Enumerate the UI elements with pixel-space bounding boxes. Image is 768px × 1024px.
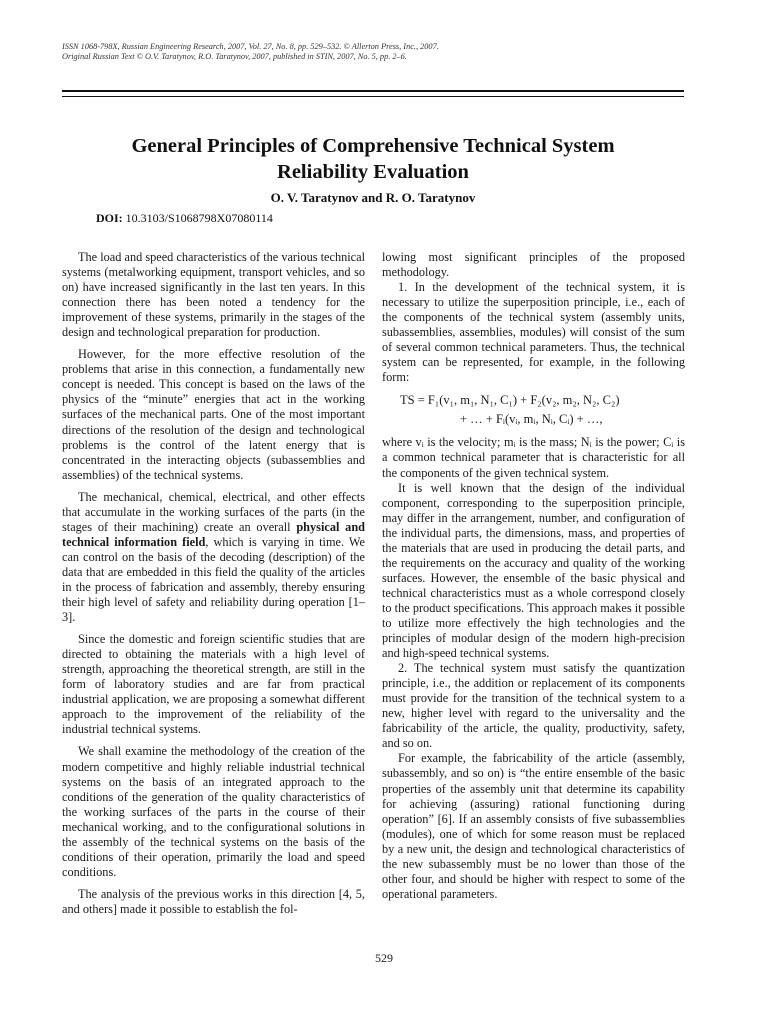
journal-header (62, 42, 702, 62)
paragraph-text: The mechanical, chemical, electrical, and other effects that accumulate in the working surfaces of the parts (in the stages of their machining) create an overall (62, 489, 365, 534)
equation-line-2: + … + Fᵢ(vᵢ, mᵢ, Nᵢ, Cᵢ) + …, (460, 412, 603, 427)
paragraph: The load and speed characteristics of the various technical systems (metalworking equipment, transport vehicles, and so on) have increased significantly in the last ten years. In this connection there has been noted a tendency for the improvement of these systems, primarily in the stages of the design and technological preparation for production. (62, 250, 365, 340)
paragraph: For example, the fabricability of the article (assembly, subassembly, and so on) is “the entire ensemble of the basic properties of the assembly unit that determine its capability for achieving (assuring) rational functioning during operation” [6]. If an assembly consists of five subassemblies (modules), one of which for some reason must be replaced by a new unit, the design and technological characteristics of the new subassembly must be no lower than those of the other four, and should be higher with respect to some of the operational parameters. (382, 751, 685, 901)
paragraph: However, for the more effective resolution of the problems that arise in this connection, a fundamentally new concept is needed. This concept is based on the laws of the physics of the “minute” energies that act in the working surfaces of the mechanical parts. One of the most important directions of the resolution of the design and technological problems is the control of the latent energy that is concentrated in the interacting objects (subassemblies and assemblies) of the technical systems. (62, 347, 365, 482)
paragraph: 1. In the development of the technical system, it is necessary to utilize the superposition principle, i.e., each of the components of the technical system (assembly units, subassemblies, assemblies, modules) will consist of the sum of several common technical parameters. Thus, the technical system can be represented, for example, in the following form: (382, 280, 685, 385)
header-rule-thin (62, 96, 684, 97)
page-number: 529 (375, 951, 393, 965)
doi-value: 10.3103/S1068798X07080114 (125, 211, 273, 225)
authors: O. V. Taratynov and R. O. Taratynov (270, 190, 476, 205)
paragraph: The analysis of the previous works in this direction [4, 5, and others] made it possible to establish the fol- (62, 886, 365, 916)
paragraph: Since the domestic and foreign scientific studies that are directed to obtaining the materials with a high level of strength, approaching the theoretical strength, are still in the form of laboratory studies and are far from practical industrial application, we are proposing a somewhat different approach to the improvement of the reliability of the industrial technical systems. (62, 632, 365, 737)
equation (382, 391, 685, 429)
paragraph-text: , which is varying in time. We can control on the basis of the decoding (description) of the data that are embedded in this field the quality of the articles in the process of fabrication and assembly, thereby ensuring their high level of safety and reliability during operation [1–3]. (62, 534, 365, 625)
title-line-1: General Principles of Comprehensive Technical System (131, 135, 615, 157)
header-line-issn: ISSN 1068-798X, Russian Engineering Research, 2007, Vol. 27, No. 8, pp. 529–532. © Allerton Press, Inc., 2007. (62, 42, 439, 51)
paragraph: It is well known that the design of the individual component, corresponding to the superposition principle, may differ in the arrangement, number, and configuration of the individual parts, the dimensions, mass, and properties of the materials that are used in producing the detail parts, and the requirements on the accuracy and quality of the working surfaces. However, the ensemble of the basic physical and technical characteristics must as a whole correspond closely to the product specifications. This approach makes it possible to utilize more effectively the high technologies and the principles of modular design of the modern high-precision and high-speed technical systems. (382, 480, 685, 661)
paragraph (62, 490, 365, 625)
equation-line-1: TS = F₁(v₁, m₁, N₁, C₁) + F₂(v₂, m₂, N₂, C₂) (400, 393, 620, 408)
right-column (382, 250, 685, 902)
paragraph: lowing most significant principles of the proposed methodology. (382, 250, 685, 280)
paragraph: where vᵢ is the velocity; mᵢ is the mass; Nᵢ is the power; Cᵢ is a common technical parameter that is characteristic for all the components of the given technical system. (382, 435, 685, 480)
left-column (62, 250, 365, 917)
header-rule-thick (62, 90, 684, 92)
paper-title (62, 133, 684, 185)
header-line-original: Original Russian Text © O.V. Taratynov, R.O. Taratynov, 2007, published in STIN, 2007, No. 5, pp. 2–6. (62, 52, 407, 61)
doi (96, 211, 273, 226)
doi-label: DOI: (96, 211, 123, 225)
emphasized-term: physical and technical information field (62, 519, 365, 549)
title-line-2: Reliability Evaluation (277, 161, 469, 183)
paragraph: 2. The technical system must satisfy the quantization principle, i.e., the addition or replacement of its components must provide for the transition of the technical system to a new, higher level with regard to the universality and the fabricability of the article, the quality, productivity, safety, and so on. (382, 661, 685, 751)
paragraph: We shall examine the methodology of the creation of the modern competitive and highly reliable industrial technical systems on the basis of an integrated approach to the conditions of the generation of the quality characteristics of the working surfaces of the parts in the course of their mechanical working, and to the configurational solutions in the assembly of the technical systems on the basis of the conditions of their operation, primarily the load and speed conditions. (62, 744, 365, 879)
